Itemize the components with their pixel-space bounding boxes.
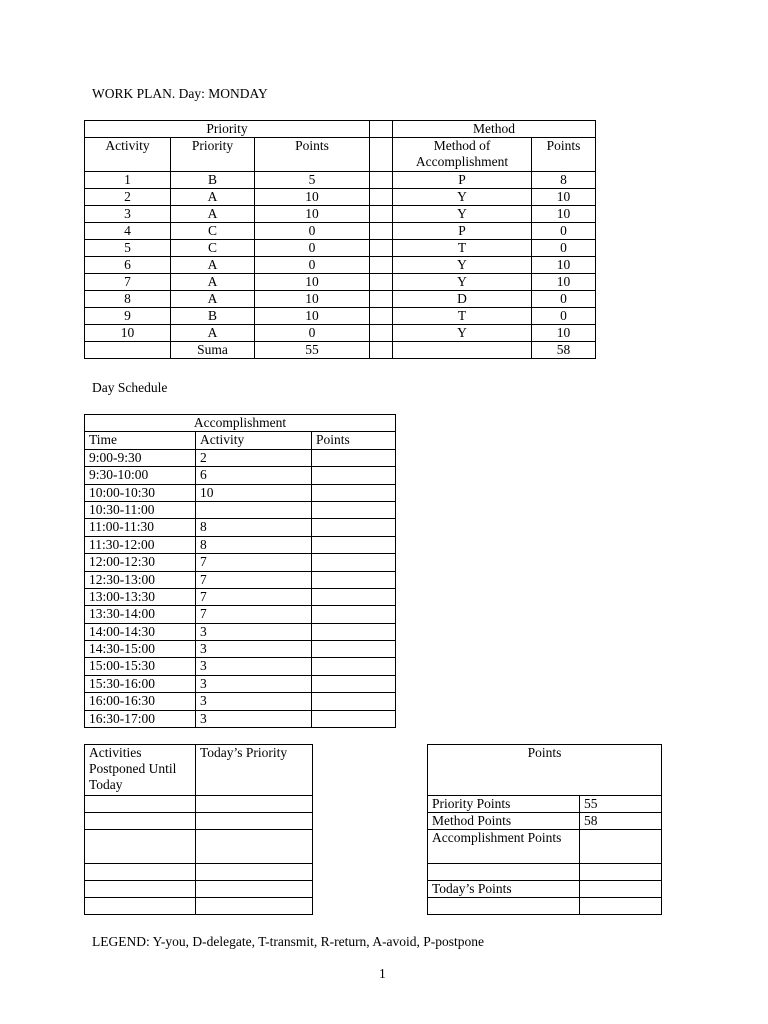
table-row — [85, 658, 396, 675]
activity-cell: 3 — [196, 623, 312, 640]
empty-cell — [393, 342, 532, 359]
priority-group-header: Priority — [85, 121, 370, 138]
time-cell: 16:00-16:30 — [85, 693, 196, 710]
postponed-col-header: Activities Postponed Until Today — [85, 745, 196, 796]
empty-cell — [85, 881, 196, 898]
gap-cell — [370, 121, 393, 138]
table-row — [85, 501, 396, 518]
time-cell: 9:00-9:30 — [85, 449, 196, 466]
priority-cell: B — [171, 172, 255, 189]
accomplishment-header: Accomplishment — [85, 415, 396, 432]
sum-method-points: 58 — [532, 342, 596, 359]
method-cell: T — [393, 240, 532, 257]
method-points-col-header: Points — [532, 138, 596, 172]
priority-cell: C — [171, 223, 255, 240]
time-cell: 14:30-15:00 — [85, 641, 196, 658]
table-row — [85, 519, 396, 536]
todays-priority-col-header: Today’s Priority — [196, 745, 313, 796]
points-cell: 0 — [255, 223, 370, 240]
table-row — [85, 240, 596, 257]
points-summary-table — [427, 744, 662, 915]
empty-cell — [85, 830, 196, 864]
table-row — [85, 257, 596, 274]
points-cell — [312, 519, 396, 536]
todays-points-label: Today’s Points — [428, 881, 580, 898]
activity-col-header: Activity — [85, 138, 171, 172]
empty-cell — [85, 864, 196, 881]
time-cell: 12:00-12:30 — [85, 554, 196, 571]
table-row — [85, 554, 396, 571]
priority-cell: B — [171, 308, 255, 325]
table-row — [85, 710, 396, 727]
method-points-cell: 0 — [532, 240, 596, 257]
activity-cell: 3 — [196, 710, 312, 727]
empty-cell — [428, 898, 580, 915]
activity-cell: 3 — [196, 675, 312, 692]
time-cell: 11:00-11:30 — [85, 519, 196, 536]
sum-points: 55 — [255, 342, 370, 359]
method-points-cell: 10 — [532, 274, 596, 291]
table-row — [85, 274, 596, 291]
gap-cell — [370, 274, 393, 291]
empty-cell — [196, 796, 313, 813]
points-cell — [312, 710, 396, 727]
points-cell — [312, 658, 396, 675]
gap-cell — [370, 308, 393, 325]
activity-cell: 5 — [85, 240, 171, 257]
priority-col-header: Priority — [171, 138, 255, 172]
method-cell: Y — [393, 189, 532, 206]
time-cell: 13:30-14:00 — [85, 606, 196, 623]
postponed-table — [84, 744, 313, 915]
time-cell: 11:30-12:00 — [85, 536, 196, 553]
empty-cell — [196, 864, 313, 881]
empty-cell — [85, 813, 196, 830]
gap-cell — [370, 240, 393, 257]
gap-cell — [370, 257, 393, 274]
priority-cell: A — [171, 257, 255, 274]
points-cell: 10 — [255, 291, 370, 308]
legend: LEGEND: Y-you, D-delegate, T-transmit, R-return, A-avoid, P-postpone — [92, 934, 485, 949]
method-cell: P — [393, 223, 532, 240]
method-points-cell: 8 — [532, 172, 596, 189]
empty-cell — [196, 898, 313, 915]
method-cell: Y — [393, 325, 532, 342]
method-cell: Y — [393, 257, 532, 274]
activity-cell: 8 — [196, 519, 312, 536]
points-cell: 10 — [255, 206, 370, 223]
table-row — [85, 291, 596, 308]
empty-cell — [580, 898, 662, 915]
time-cell: 15:30-16:00 — [85, 675, 196, 692]
table-row — [85, 641, 396, 658]
points-cell: 0 — [255, 257, 370, 274]
points-cell — [312, 588, 396, 605]
schedule-title: Day Schedule — [92, 380, 168, 395]
priority-cell: A — [171, 206, 255, 223]
priority-cell: A — [171, 274, 255, 291]
activity-cell: 6 — [85, 257, 171, 274]
empty-cell — [85, 342, 171, 359]
accomplishment-points-label: Accomplishment Points — [428, 830, 580, 864]
table-row — [85, 449, 396, 466]
activity-cell: 3 — [196, 693, 312, 710]
activity-cell: 3 — [85, 206, 171, 223]
activity-cell: 9 — [85, 308, 171, 325]
gap-cell — [370, 325, 393, 342]
priority-cell: A — [171, 291, 255, 308]
gap-cell — [370, 342, 393, 359]
points-header: Points — [428, 745, 662, 796]
activity-cell: 7 — [196, 606, 312, 623]
activity-cell: 1 — [85, 172, 171, 189]
priority-points-label: Priority Points — [428, 796, 580, 813]
gap-cell — [370, 189, 393, 206]
activity-cell: 7 — [85, 274, 171, 291]
method-col-header: Method of Accomplishment — [393, 138, 532, 172]
activity-cell: 2 — [85, 189, 171, 206]
method-points-cell: 10 — [532, 257, 596, 274]
activity-cell: 8 — [85, 291, 171, 308]
activity-cell: 10 — [85, 325, 171, 342]
empty-cell — [580, 864, 662, 881]
table-row — [85, 571, 396, 588]
method-cell: T — [393, 308, 532, 325]
points-cell — [312, 571, 396, 588]
time-cell: 14:00-14:30 — [85, 623, 196, 640]
points-cell: 10 — [255, 308, 370, 325]
method-points-cell: 0 — [532, 291, 596, 308]
time-cell: 9:30-10:00 — [85, 467, 196, 484]
table-row — [85, 308, 596, 325]
time-cell: 13:00-13:30 — [85, 588, 196, 605]
empty-cell — [85, 796, 196, 813]
table-row — [85, 189, 596, 206]
method-points-cell: 0 — [532, 308, 596, 325]
gap-cell — [370, 172, 393, 189]
time-col-header: Time — [85, 432, 196, 449]
table-row — [85, 675, 396, 692]
method-cell: Y — [393, 206, 532, 223]
table-row — [85, 325, 596, 342]
activity-cell: 4 — [85, 223, 171, 240]
table-row — [85, 693, 396, 710]
activity-cell: 2 — [196, 449, 312, 466]
table-row — [85, 588, 396, 605]
gap-cell — [370, 223, 393, 240]
table-row — [85, 623, 396, 640]
page-title: WORK PLAN. Day: MONDAY — [92, 86, 268, 101]
points-cell — [312, 675, 396, 692]
schedule-table — [84, 414, 396, 728]
points-cell — [312, 449, 396, 466]
points-cell: 0 — [255, 240, 370, 257]
method-cell: Y — [393, 274, 532, 291]
time-cell: 10:30-11:00 — [85, 501, 196, 518]
time-cell: 16:30-17:00 — [85, 710, 196, 727]
table-row — [85, 536, 396, 553]
table-row — [85, 484, 396, 501]
priority-points-value: 55 — [580, 796, 662, 813]
table-row — [85, 172, 596, 189]
activity-col-header: Activity — [196, 432, 312, 449]
activity-cell: 3 — [196, 658, 312, 675]
points-cell: 10 — [255, 189, 370, 206]
gap-cell — [370, 138, 393, 172]
points-cell: 0 — [255, 325, 370, 342]
time-cell: 10:00-10:30 — [85, 484, 196, 501]
activity-cell: 10 — [196, 484, 312, 501]
table-row — [85, 206, 596, 223]
table-row — [85, 606, 396, 623]
points-cell — [312, 484, 396, 501]
empty-cell — [196, 830, 313, 864]
empty-cell — [85, 898, 196, 915]
empty-cell — [428, 864, 580, 881]
method-cell: P — [393, 172, 532, 189]
sum-label: Suma — [171, 342, 255, 359]
points-col-header: Points — [312, 432, 396, 449]
empty-cell — [196, 813, 313, 830]
priority-method-table — [84, 120, 596, 359]
points-cell: 5 — [255, 172, 370, 189]
time-cell: 15:00-15:30 — [85, 658, 196, 675]
points-cell — [312, 641, 396, 658]
method-points-cell: 10 — [532, 189, 596, 206]
table-row — [85, 467, 396, 484]
priority-cell: A — [171, 325, 255, 342]
gap-cell — [370, 291, 393, 308]
gap-cell — [370, 206, 393, 223]
activity-cell — [196, 501, 312, 518]
points-cell — [312, 501, 396, 518]
points-cell — [312, 467, 396, 484]
method-points-label: Method Points — [428, 813, 580, 830]
points-cell — [312, 554, 396, 571]
method-points-cell: 0 — [532, 223, 596, 240]
table-row — [85, 223, 596, 240]
priority-cell: A — [171, 189, 255, 206]
method-group-header: Method — [393, 121, 596, 138]
activity-cell: 8 — [196, 536, 312, 553]
points-cell: 10 — [255, 274, 370, 291]
points-cell — [312, 606, 396, 623]
sum-row — [85, 342, 596, 359]
activity-cell: 7 — [196, 588, 312, 605]
points-cell — [312, 623, 396, 640]
points-col-header: Points — [255, 138, 370, 172]
points-cell — [312, 536, 396, 553]
method-cell: D — [393, 291, 532, 308]
method-points-cell: 10 — [532, 325, 596, 342]
activity-cell: 6 — [196, 467, 312, 484]
page-number: 1 — [379, 966, 386, 981]
method-points-cell: 10 — [532, 206, 596, 223]
activity-cell: 7 — [196, 554, 312, 571]
activity-cell: 3 — [196, 641, 312, 658]
priority-cell: C — [171, 240, 255, 257]
todays-points-value — [580, 881, 662, 898]
method-points-value: 58 — [580, 813, 662, 830]
time-cell: 12:30-13:00 — [85, 571, 196, 588]
empty-cell — [196, 881, 313, 898]
accomplishment-points-value — [580, 830, 662, 864]
points-cell — [312, 693, 396, 710]
activity-cell: 7 — [196, 571, 312, 588]
